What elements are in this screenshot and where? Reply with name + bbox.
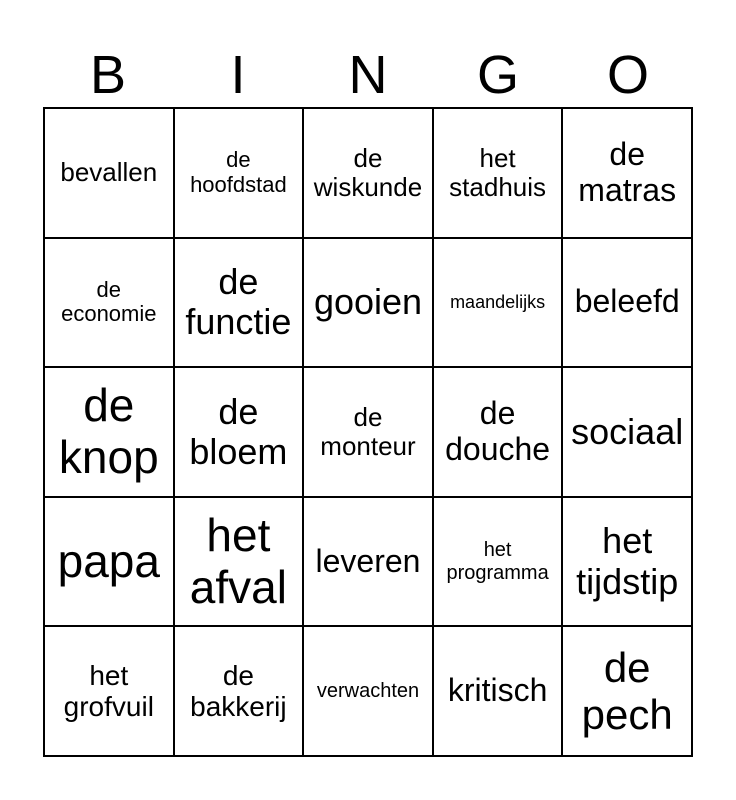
cell-text: de knop (58, 379, 159, 483)
bingo-cell[interactable] (174, 108, 304, 238)
bingo-cell[interactable] (44, 497, 174, 627)
cell-text: de matras (578, 135, 677, 208)
cell-text: verwachten (316, 680, 420, 702)
bingo-cell[interactable] (174, 626, 304, 756)
cell-text: papa (57, 534, 160, 587)
cell-text: het stadhuis (449, 142, 547, 202)
cell-text: het programma (446, 539, 549, 584)
cell-text: de economie (61, 276, 157, 327)
bingo-cell[interactable] (303, 626, 433, 756)
bingo-cell[interactable] (562, 108, 692, 238)
cell-text: bevallen (60, 157, 158, 188)
cell-text: het grofvuil (63, 659, 154, 723)
bingo-cell[interactable] (562, 626, 692, 756)
cell-text: de douche (445, 395, 551, 467)
bingo-cell[interactable] (44, 108, 174, 238)
bingo-header (43, 44, 693, 106)
bingo-cell[interactable] (433, 238, 563, 368)
cell-text: het tijdstip (576, 520, 679, 602)
cell-text: leveren (315, 542, 421, 579)
cell-text: de monteur (320, 401, 416, 461)
header-letter-o: O (606, 45, 649, 105)
bingo-cell[interactable] (433, 497, 563, 627)
bingo-cell[interactable] (562, 367, 692, 497)
cell-text: beleefd (574, 283, 680, 320)
cell-text: sociaal (571, 410, 684, 452)
header-letter-b: B (89, 45, 127, 105)
bingo-cell[interactable] (303, 497, 433, 627)
cell-text: het afval (189, 509, 287, 613)
cell-text: de bakkerij (190, 659, 287, 723)
header-letter-i: I (230, 45, 246, 105)
bingo-cell[interactable] (174, 497, 304, 627)
bingo-cell[interactable] (433, 367, 563, 497)
cell-text: de hoofdstad (190, 147, 287, 197)
header-letter-g: G (476, 45, 519, 105)
bingo-cell[interactable] (44, 626, 174, 756)
cell-text: gooien (313, 281, 423, 323)
bingo-cell[interactable] (303, 108, 433, 238)
bingo-cell[interactable] (44, 367, 174, 497)
bingo-cell[interactable] (174, 238, 304, 368)
header-letter-n: N (348, 45, 388, 105)
bingo-cell[interactable] (44, 238, 174, 368)
bingo-cell[interactable] (433, 108, 563, 238)
cell-text: de functie (185, 261, 292, 343)
cell-text: de pech (581, 644, 673, 739)
bingo-card (43, 107, 693, 757)
bingo-cell[interactable] (303, 238, 433, 368)
bingo-cell[interactable] (303, 367, 433, 497)
bingo-cell[interactable] (433, 626, 563, 756)
cell-text: kritisch (447, 672, 548, 709)
cell-text: de wiskunde (313, 142, 423, 202)
cell-text: maandelijks (450, 292, 546, 313)
bingo-cell[interactable] (562, 238, 692, 368)
bingo-cell[interactable] (562, 497, 692, 627)
cell-text: de bloem (189, 390, 288, 472)
bingo-cell[interactable] (174, 367, 304, 497)
